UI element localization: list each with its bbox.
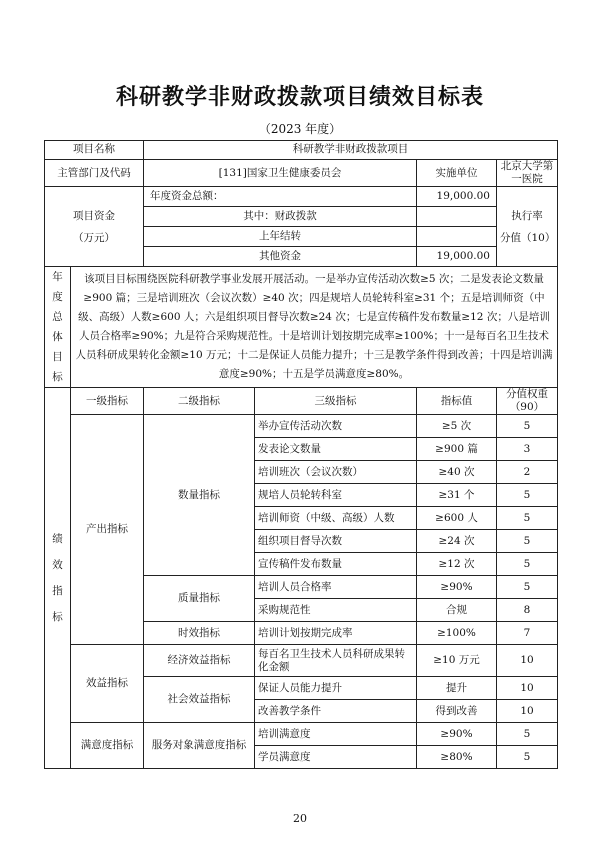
indicator-weight: 10: [497, 645, 558, 677]
execution-score-label: 分值（10）: [500, 231, 556, 244]
indicator-name: 学员满意度: [255, 746, 417, 769]
annual-total-label: 年度资金总额：: [144, 187, 417, 207]
level2-economic: 经济效益指标: [144, 645, 255, 677]
indicator-name: 培训班次（会议次数）: [255, 461, 417, 484]
indicator-weight: 5: [497, 553, 558, 576]
indicator-name: 培训师资（中级、高级）人数: [255, 507, 417, 530]
indicator-name: 规培人员轮转科室: [255, 484, 417, 507]
indicator-weight: 2: [497, 461, 558, 484]
level2-timeliness: 时效指标: [144, 622, 255, 645]
table-row: [45, 645, 558, 677]
indicator-section-label: 绩效指标: [52, 533, 63, 624]
indicator-name: 宣传稿件发布数量: [255, 553, 417, 576]
indicator-value: ≥12 次: [417, 553, 497, 576]
indicator-value: 得到改善: [417, 700, 497, 723]
indicator-value: 提升: [417, 677, 497, 700]
indicator-weight: 10: [497, 677, 558, 700]
department-value: [131]国家卫生健康委员会: [144, 160, 417, 187]
execution-rate-cell: [497, 187, 558, 267]
indicator-value: ≥90%: [417, 576, 497, 599]
table-row: [45, 415, 558, 438]
funds-label: [45, 187, 144, 267]
header-value: 指标值: [417, 388, 497, 415]
year-subtitle: （2023 年度）: [258, 122, 342, 136]
level2-quantity: 数量指标: [144, 415, 255, 576]
indicator-name: 举办宣传活动次数: [255, 415, 417, 438]
indicator-weight: 5: [497, 530, 558, 553]
funds-label-line1: 项目资金: [73, 209, 115, 222]
level2-service: 服务对象满意度指标: [144, 723, 255, 769]
indicator-weight: 5: [497, 507, 558, 530]
other-funds-label: 其他资金: [144, 247, 417, 267]
department-row: [45, 160, 558, 187]
indicator-value: ≥24 次: [417, 530, 497, 553]
annual-goal-label: 年度总体目标: [52, 271, 63, 384]
level1-satisfaction: 满意度指标: [71, 723, 144, 769]
project-name-row: [45, 141, 558, 160]
indicator-weight: 5: [497, 415, 558, 438]
indicator-weight: 5: [497, 723, 558, 746]
implementing-unit-label: 实施单位: [417, 160, 497, 187]
indicator-weight: 10: [497, 700, 558, 723]
indicator-name: 培训计划按期完成率: [255, 622, 417, 645]
annual-goal-row: [45, 267, 558, 388]
header-weight: 分值权重（90）: [497, 388, 558, 415]
indicator-value: ≥100%: [417, 622, 497, 645]
level2-quality: 质量指标: [144, 576, 255, 622]
indicator-weight: 3: [497, 438, 558, 461]
indicator-name: 采购规范性: [255, 599, 417, 622]
other-funds-value: 19,000.00: [417, 247, 497, 267]
project-name-value: 科研教学非财政拨款项目: [144, 141, 558, 160]
annual-goal-label-cell: [45, 267, 71, 388]
indicator-name: 改善教学条件: [255, 700, 417, 723]
indicator-value: ≥10 万元: [417, 645, 497, 677]
indicator-name: 组织项目督导次数: [255, 530, 417, 553]
level1-benefit: 效益指标: [71, 645, 144, 723]
department-label: 主管部门及代码: [45, 160, 144, 187]
implementing-unit-value: 北京大学第一医院: [497, 160, 558, 187]
indicator-weight: 7: [497, 622, 558, 645]
carryover-value: [417, 227, 497, 247]
header-level2: 二级指标: [144, 388, 255, 415]
indicator-name: 保证人员能力提升: [255, 677, 417, 700]
indicator-value: ≥600 人: [417, 507, 497, 530]
carryover-label: 上年结转: [144, 227, 417, 247]
funds-row-total: [45, 187, 558, 207]
annual-total-value: 19,000.00: [417, 187, 497, 207]
header-level3: 三级指标: [255, 388, 417, 415]
fiscal-value: [417, 207, 497, 227]
indicator-value: ≥80%: [417, 746, 497, 769]
table-row: [45, 723, 558, 746]
indicator-value: ≥40 次: [417, 461, 497, 484]
header-level1: 一级指标: [71, 388, 144, 415]
indicator-value: ≥31 个: [417, 484, 497, 507]
document-title: 科研教学非财政拨款项目绩效目标表: [115, 85, 484, 110]
indicator-weight: 5: [497, 746, 558, 769]
indicator-name: 每百名卫生技术人员科研成果转化金额: [255, 645, 417, 677]
indicator-weight: 8: [497, 599, 558, 622]
level1-output: 产出指标: [71, 415, 144, 645]
indicator-weight: 5: [497, 484, 558, 507]
level2-social: 社会效益指标: [144, 677, 255, 723]
page-number: 20: [293, 812, 307, 825]
indicator-value: ≥90%: [417, 723, 497, 746]
annual-goal-text: 该项目目标围绕医院科研教学事业发展开展活动。一是举办宣传活动次数≥5 次；二是发表论文数量≥900 篇；三是培训班次（会议次数）≥40 次；四是规培人员轮转科室≥31 个；五是培训师资（中级、高级）人数≥600 人；六是组织项目督导次数≥24 次；七是宣传稿件发布数量≥12 次；八是培训人员合格率≥90%；九是符合采购规范性。十是培训计划按期完成率≥100%；十一是每百名卫生技术人员科研成果转化金额≥10 万元；十二是保证人员能力提升；十三是教学条件得到改善；十四是培训满意度≥90%；十五是学员满意度≥80%。: [71, 267, 558, 388]
indicator-value: ≥5 次: [417, 415, 497, 438]
indicator-section-cell: [45, 388, 71, 769]
indicator-weight: 5: [497, 576, 558, 599]
indicator-header-row: [45, 388, 558, 415]
execution-rate-label: 执行率: [511, 209, 543, 222]
project-name-label: 项目名称: [45, 141, 144, 160]
indicator-name: 培训人员合格率: [255, 576, 417, 599]
indicator-value: 合规: [417, 599, 497, 622]
indicator-name: 发表论文数量: [255, 438, 417, 461]
fiscal-label: 其中：财政拨款: [144, 207, 417, 227]
indicator-value: ≥900 篇: [417, 438, 497, 461]
funds-label-line2: （万元）: [73, 231, 115, 244]
indicator-name: 培训满意度: [255, 723, 417, 746]
performance-goal-table: [44, 140, 558, 769]
